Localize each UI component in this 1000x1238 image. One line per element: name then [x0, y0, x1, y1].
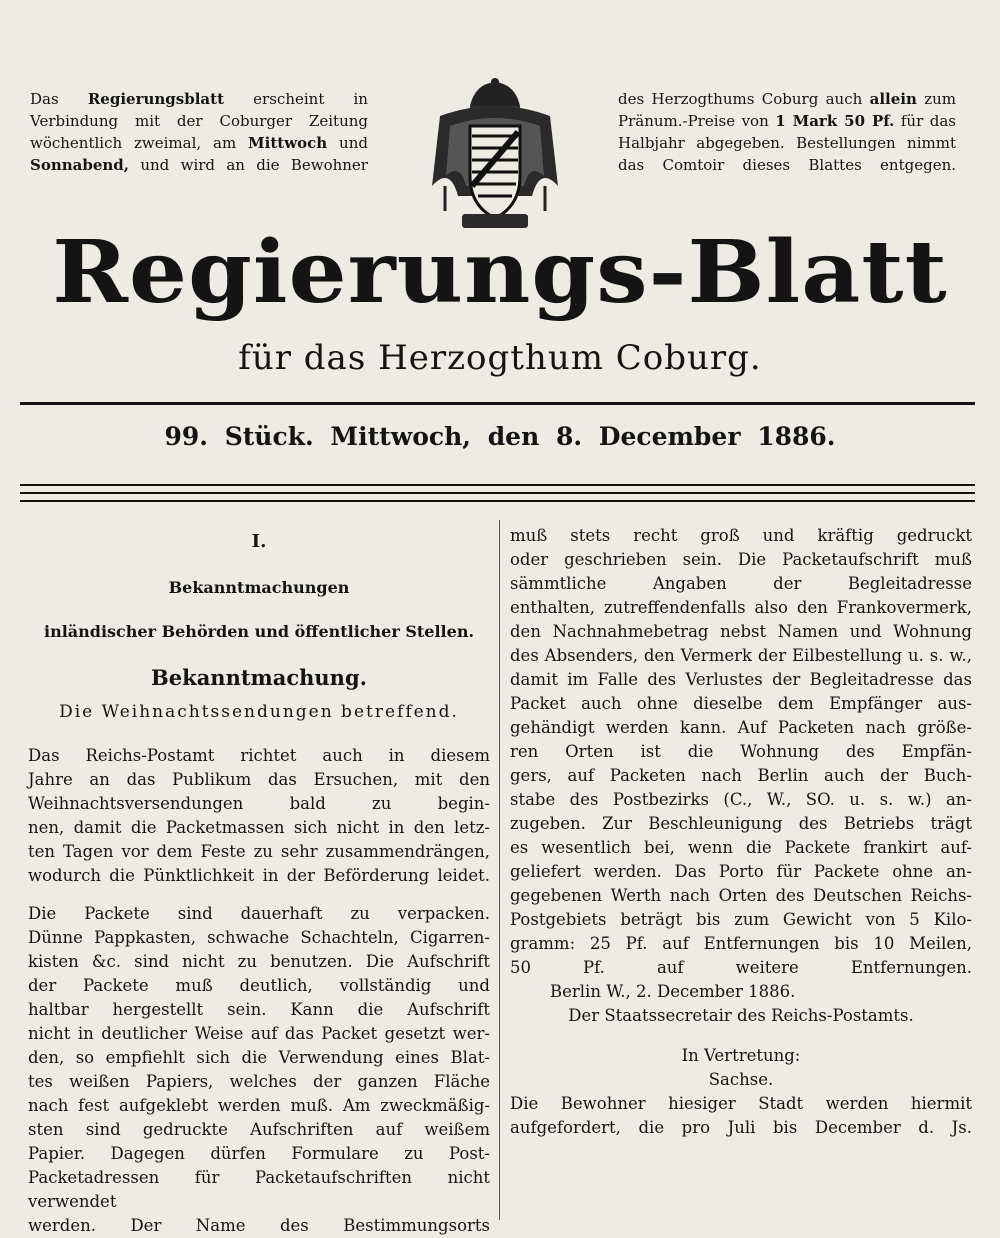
body-line: ren Orten ist die Wohnung des Empfän-: [510, 742, 972, 761]
body-line: Das Reichs-Postamt richtet auch in diesem: [28, 746, 490, 765]
body-line: zugeben. Zur Beschleunigung des Betriebs trägt: [510, 814, 972, 833]
body-line: enthalten, zutreffendenfalls also den Frankovermerk,: [510, 598, 972, 617]
body-line: nicht in deutlicher Weise auf das Packet gesetzt wer-: [28, 1024, 490, 1043]
body-line: es wesentlich bei, wenn die Packete frankirt auf-: [510, 838, 972, 857]
left-column: [28, 524, 490, 1238]
body-line: tes weißen Papiers, welches der ganzen Fläche: [28, 1072, 490, 1091]
notice-title: Bekanntmachung.: [151, 665, 367, 690]
notice-subtitle: Die Weihnachtssendungen betreffend.: [59, 702, 459, 722]
body-line: der Packete muß deutlich, vollständig und: [28, 976, 490, 995]
body-line: nach fest aufgeklebt werden muß. Am zweckmäßig-: [28, 1096, 490, 1115]
bottom-note-line-2: aufgefordert, die pro Juli bis December d. Js.: [510, 1118, 972, 1137]
body-line: nen, damit die Packetmassen sich nicht in den letz-: [28, 818, 490, 837]
signoff-name: Sachse.: [708, 1070, 774, 1089]
masthead-subtitle: für das Herzogthum Coburg.: [238, 338, 762, 378]
body-line: gegebenen Werth nach Orten des Deutschen Reichs-: [510, 886, 972, 905]
body-line: Postgebiets beträgt bis zum Gewicht von 5 Kilo-: [510, 910, 972, 929]
signoff-office: Der Staatssecretair des Reichs-Postamts.: [568, 1006, 914, 1025]
section-number: I.: [251, 531, 267, 552]
body-line: kisten &c. sind nicht zu benutzen. Die Aufschrift: [28, 952, 490, 971]
body-line: sämmtliche Angaben der Begleitadresse: [510, 574, 972, 593]
rule-double-1: [20, 484, 975, 486]
body-line: haltbar hergestellt sein. Kann die Aufschrift: [28, 1000, 490, 1019]
body-line: des Absenders, den Vermerk der Eilbestellung u. s. w.,: [510, 646, 972, 665]
bottom-note-line-1: Die Bewohner hiesiger Stadt werden hiermit: [510, 1094, 972, 1113]
rule-double-2: [20, 492, 975, 494]
signoff-deputy: In Vertretung:: [681, 1046, 801, 1065]
body-line: Packet auch ohne dieselbe dem Empfänger aus-: [510, 694, 972, 713]
rule-double-3: [20, 500, 975, 502]
body-line: Weihnachtsversendungen bald zu begin-: [28, 794, 490, 813]
masthead-title: Regierungs-Blatt: [52, 222, 948, 323]
body-line: oder geschrieben sein. Die Packetaufschrift muß: [510, 550, 972, 569]
body-line: wodurch die Pünktlichkeit in der Beförderung leidet.: [28, 866, 490, 885]
body-line: gers, auf Packeten nach Berlin auch der Buch-: [510, 766, 972, 785]
body-line: Dünne Pappkasten, schwache Schachteln, Cigarren-: [28, 928, 490, 947]
ducal-coat-of-arms-icon: [420, 76, 570, 236]
body-line: gramm: 25 Pf. auf Entfernungen bis 10 Meilen,: [510, 934, 972, 953]
header-note-right: des Herzogthums Coburg auch allein zum Pränum.-Preise von 1 Mark 50 Pf. für das Halbjahr abgegeben. Bestellungen nimmt das Comtoir dieses Blattes entgegen.: [618, 90, 956, 174]
body-line: Papier. Dagegen dürfen Formulare zu Post-: [28, 1144, 490, 1163]
notice-date: Berlin W., 2. December 1886.: [550, 982, 796, 1001]
body-line: den, so empfiehlt sich die Verwendung eines Blat-: [28, 1048, 490, 1067]
body-line: damit im Falle des Verlustes der Begleitadresse das: [510, 670, 972, 689]
section-title: Bekanntmachungen: [168, 578, 350, 597]
body-line: den Nachnahmebetrag nebst Namen und Wohnung: [510, 622, 972, 641]
body-line: Die Packete sind dauerhaft zu verpacken.: [28, 904, 490, 923]
column-divider: [499, 520, 500, 1220]
body-line: muß stets recht groß und kräftig gedruckt: [510, 526, 972, 545]
body-line: Jahre an das Publikum das Ersuchen, mit den: [28, 770, 490, 789]
header-note-left: Das Regierungsblatt erscheint in Verbindung mit der Coburger Zeitung wöchentlich zweimal, am Mittwoch und Sonnabend, und wird an die Bewohner: [30, 90, 368, 174]
body-line: 50 Pf. auf weitere Entfernungen.: [510, 958, 972, 977]
rule-top: [20, 402, 975, 405]
right-body: [510, 524, 972, 980]
paragraph-gap: [28, 888, 490, 902]
body-line: ten Tagen vor dem Feste zu sehr zusammendrängen,: [28, 842, 490, 861]
issue-line: 99. Stück. Mittwoch, den 8. December 1886.: [164, 422, 836, 451]
body-line: Packetadressen für Packetaufschriften nicht verwendet: [28, 1168, 490, 1211]
body-line: gehändigt werden kann. Auf Packeten nach größe-: [510, 718, 972, 737]
body-line: stabe des Postbezirks (C., W., SO. u. s. w.) an-: [510, 790, 972, 809]
section-subtitle: inländischer Behörden und öffentlicher Stellen.: [43, 622, 475, 641]
left-body: [28, 744, 490, 1238]
body-line: sten sind gedruckte Aufschriften auf weißem: [28, 1120, 490, 1139]
right-column: [510, 524, 972, 1140]
body-line: werden. Der Name des Bestimmungsorts: [28, 1216, 490, 1235]
body-line: geliefert werden. Das Porto für Packete ohne an-: [510, 862, 972, 881]
